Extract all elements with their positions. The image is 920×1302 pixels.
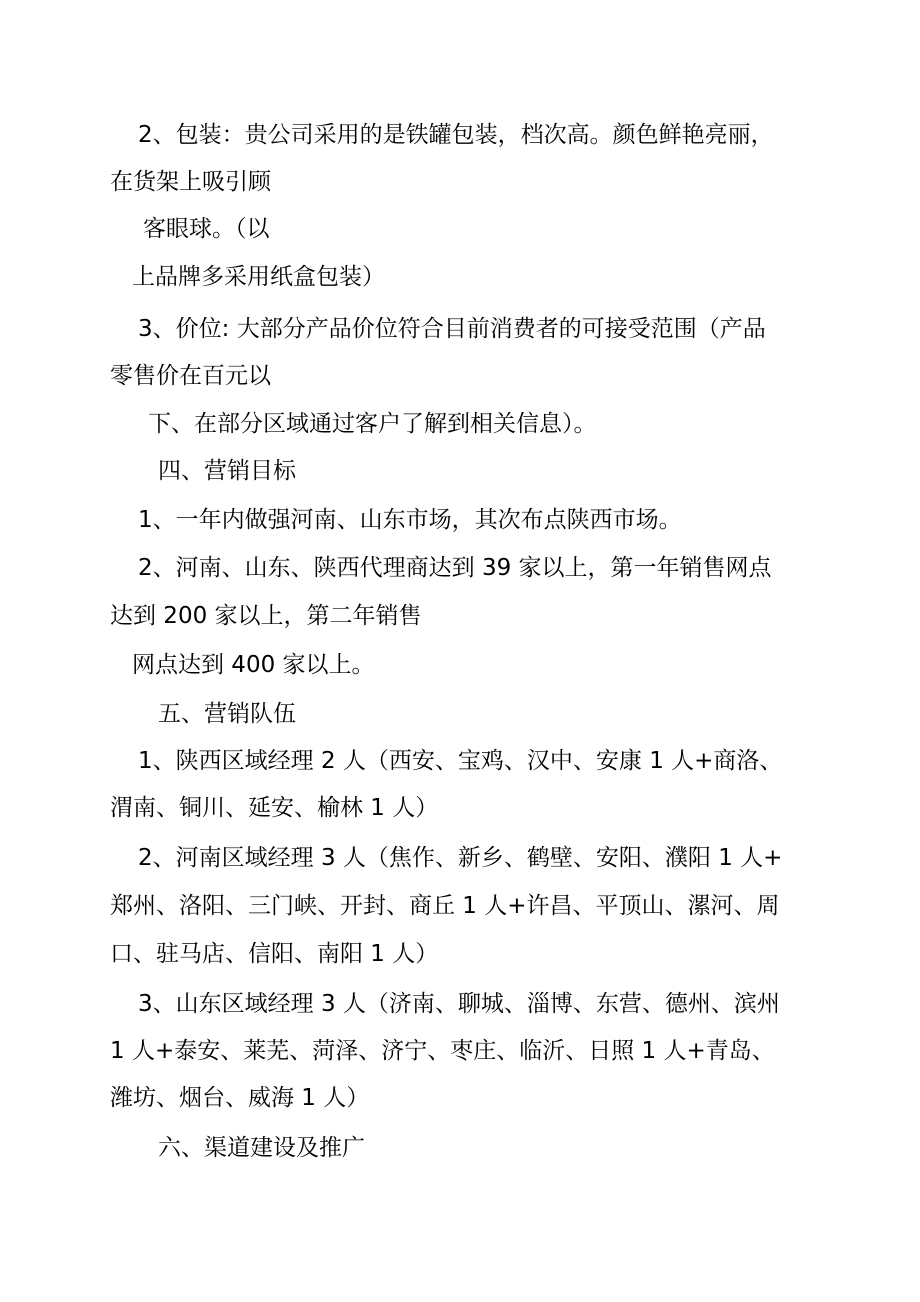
paragraph-line: 网点达到 400 家以上。: [132, 652, 375, 678]
section-heading: 五、营销队伍: [158, 701, 296, 727]
paragraph-line: 潍坊、烟台、威海 1 人）: [110, 1085, 370, 1111]
paragraph-line: 2、包装：贵公司采用的是铁罐包装，档次高。颜色鲜艳亮丽，: [138, 122, 774, 148]
paragraph-line: 3、山东区域经理 3 人（济南、聊城、淄博、东营、德州、滨州: [138, 991, 780, 1017]
paragraph-line: 达到 200 家以上，第二年销售: [110, 603, 422, 629]
paragraph-line: 下、在部分区域通过客户了解到相关信息）。: [148, 411, 597, 437]
paragraph-line: 1 人+泰安、莱芜、菏泽、济宁、枣庄、临沂、日照 1 人+青岛、: [110, 1038, 775, 1064]
paragraph-line: 口、驻马店、信阳、南阳 1 人）: [110, 941, 439, 967]
paragraph-line: 郑州、洛阳、三门峡、开封、商丘 1 人+许昌、平顶山、漯河、周: [110, 893, 780, 919]
paragraph-line: 2、河南区域经理 3 人（焦作、新乡、鹤壁、安阳、濮阳 1 人+: [138, 845, 783, 871]
paragraph-line: 3、价位: 大部分产品价位符合目前消费者的可接受范围（产品: [138, 316, 766, 342]
paragraph-line: 客眼球。（以: [143, 216, 270, 242]
paragraph-line: 上品牌多采用纸盒包装）: [132, 264, 385, 290]
paragraph-line: 1、一年内做强河南、山东市场，其次布点陕西市场。: [138, 507, 682, 533]
paragraph-line: 渭南、铜川、延安、榆林 1 人）: [110, 795, 439, 821]
section-heading: 四、营销目标: [158, 458, 296, 484]
paragraph-line: 2、河南、山东、陕西代理商达到 39 家以上，第一年销售网点: [138, 555, 772, 581]
paragraph-line: 零售价在百元以: [110, 363, 271, 389]
paragraph-line: 1、陕西区域经理 2 人（西安、宝鸡、汉中、安康 1 人+商洛、: [138, 748, 783, 774]
section-heading: 六、渠道建设及推广: [158, 1135, 365, 1161]
paragraph-line: 在货架上吸引顾: [110, 169, 271, 195]
